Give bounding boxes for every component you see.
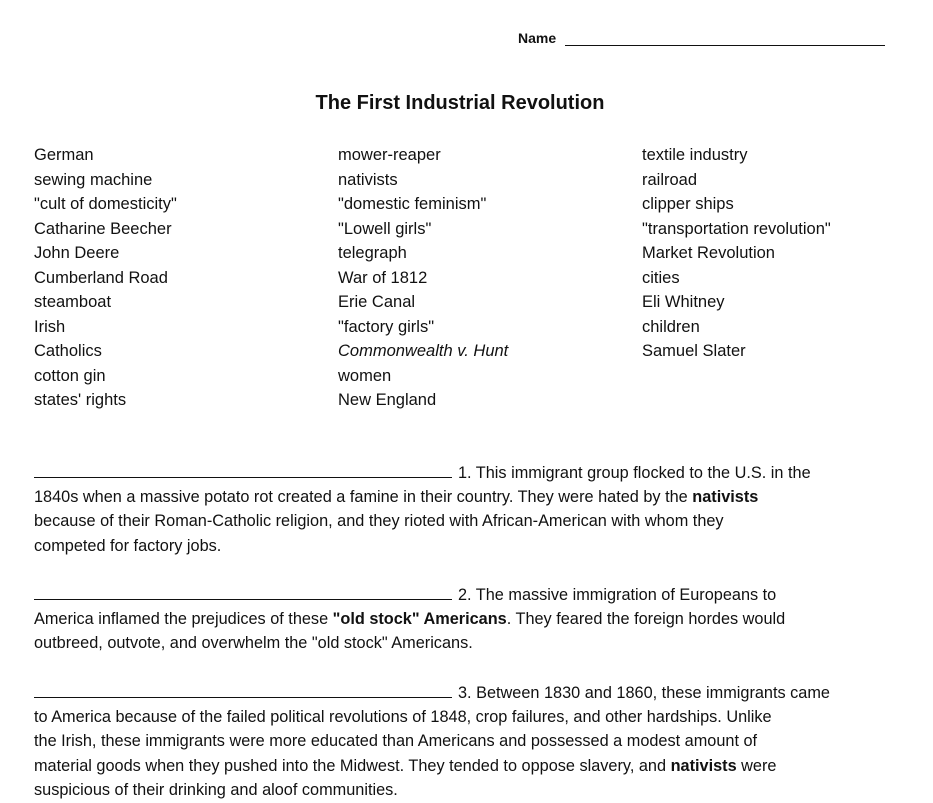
bold-term: "old stock" Americans: [332, 609, 507, 628]
answer-blank[interactable]: [34, 680, 452, 698]
text-segment: were: [736, 756, 777, 775]
text-segment: the Irish, these immigrants were more educated than Americans and possessed a modest amount of: [34, 732, 758, 750]
word-bank-term: telegraph: [338, 244, 407, 262]
word-bank-term: Catholics: [34, 342, 102, 360]
answer-blank[interactable]: [34, 460, 452, 478]
word-bank-term: cities: [642, 268, 680, 287]
text-segment: 1840s when a massive potato rot created a famine in their country. They were hated by the: [34, 487, 693, 506]
text-segment: 2. The massive immigration of Europeans to: [458, 586, 777, 604]
word-bank-term: "cult of domesticity": [34, 195, 177, 213]
word-bank-term: New England: [338, 391, 437, 409]
question-1: [34, 460, 811, 558]
word-bank-term: Market Revolution: [642, 244, 775, 262]
question-text-line: [34, 485, 811, 510]
text-segment: 1. This immigrant group flocked to the U.S. in the: [458, 464, 811, 482]
word-bank-term: railroad: [642, 170, 698, 189]
word-bank-column-3: [642, 143, 831, 364]
word-bank-term: "factory girls": [338, 317, 435, 336]
question-text-line: [34, 607, 785, 632]
question-text-line: [34, 754, 830, 779]
word-bank-term: War of 1812: [338, 268, 428, 287]
word-bank-term: "domestic feminism": [338, 195, 487, 213]
word-bank-term: John Deere: [34, 244, 120, 262]
text-segment: America inflamed the prejudices of these: [34, 609, 333, 628]
word-bank-column-1: [34, 143, 177, 413]
text-segment: outbreed, outvote, and overwhelm the "old stock" Americans.: [34, 634, 473, 652]
question-2: [34, 582, 785, 656]
question-text-line: [34, 705, 830, 730]
question-text-line: [34, 778, 830, 803]
question-text-line: [34, 729, 830, 754]
question-text-line: [34, 631, 785, 656]
bold-term: nativists: [670, 756, 737, 775]
bold-term: nativists: [692, 487, 759, 506]
question-text-line: [34, 460, 811, 485]
text-segment: 3. Between 1830 and 1860, these immigrants came: [458, 684, 830, 702]
word-bank-term: textile industry: [642, 146, 748, 164]
word-bank-term: German: [34, 146, 94, 164]
word-bank-term: Erie Canal: [338, 293, 416, 311]
word-bank-term: mower-reaper: [338, 146, 441, 164]
question-3: [34, 680, 830, 803]
question-text-line: [34, 534, 811, 559]
text-segment: material goods when they pushed into the Midwest. They tended to oppose slavery, and: [34, 756, 671, 775]
word-bank-term: cotton gin: [34, 366, 106, 385]
page-title: The First Industrial Revolution: [315, 92, 605, 114]
question-text-line: [34, 509, 811, 534]
word-bank-term: Catharine Beecher: [34, 219, 172, 238]
answer-blank[interactable]: [34, 582, 452, 600]
text-segment: to America because of the failed political revolutions of 1848, crop failures, and other hardships. Unlike: [34, 707, 772, 726]
word-bank-term: "Lowell girls": [338, 219, 432, 238]
question-text-line: [34, 680, 830, 705]
word-bank-term: Eli Whitney: [642, 293, 725, 311]
word-bank-term: Commonwealth v. Hunt: [338, 342, 509, 360]
word-bank-term: children: [642, 317, 700, 336]
text-segment: . They feared the foreign hordes would: [506, 609, 786, 628]
name-field-line[interactable]: [565, 45, 885, 46]
word-bank-term: nativists: [338, 170, 398, 189]
word-bank-term: "transportation revolution": [642, 219, 831, 238]
word-bank-term: clipper ships: [642, 195, 734, 213]
text-segment: suspicious of their drinking and aloof communities.: [34, 781, 398, 799]
word-bank-term: Cumberland Road: [34, 268, 168, 287]
text-segment: because of their Roman-Catholic religion, and they rioted with African-American with whom they: [34, 512, 724, 530]
word-bank-column-2: [338, 143, 508, 413]
question-text-line: [34, 582, 785, 607]
text-segment: competed for factory jobs.: [34, 536, 222, 555]
word-bank-term: states' rights: [34, 391, 127, 409]
word-bank-term: women: [338, 366, 392, 385]
name-label: Name: [518, 30, 557, 46]
word-bank-term: steamboat: [34, 293, 112, 311]
word-bank-term: sewing machine: [34, 170, 153, 189]
word-bank-term: Samuel Slater: [642, 342, 746, 360]
word-bank-term: Irish: [34, 317, 66, 336]
